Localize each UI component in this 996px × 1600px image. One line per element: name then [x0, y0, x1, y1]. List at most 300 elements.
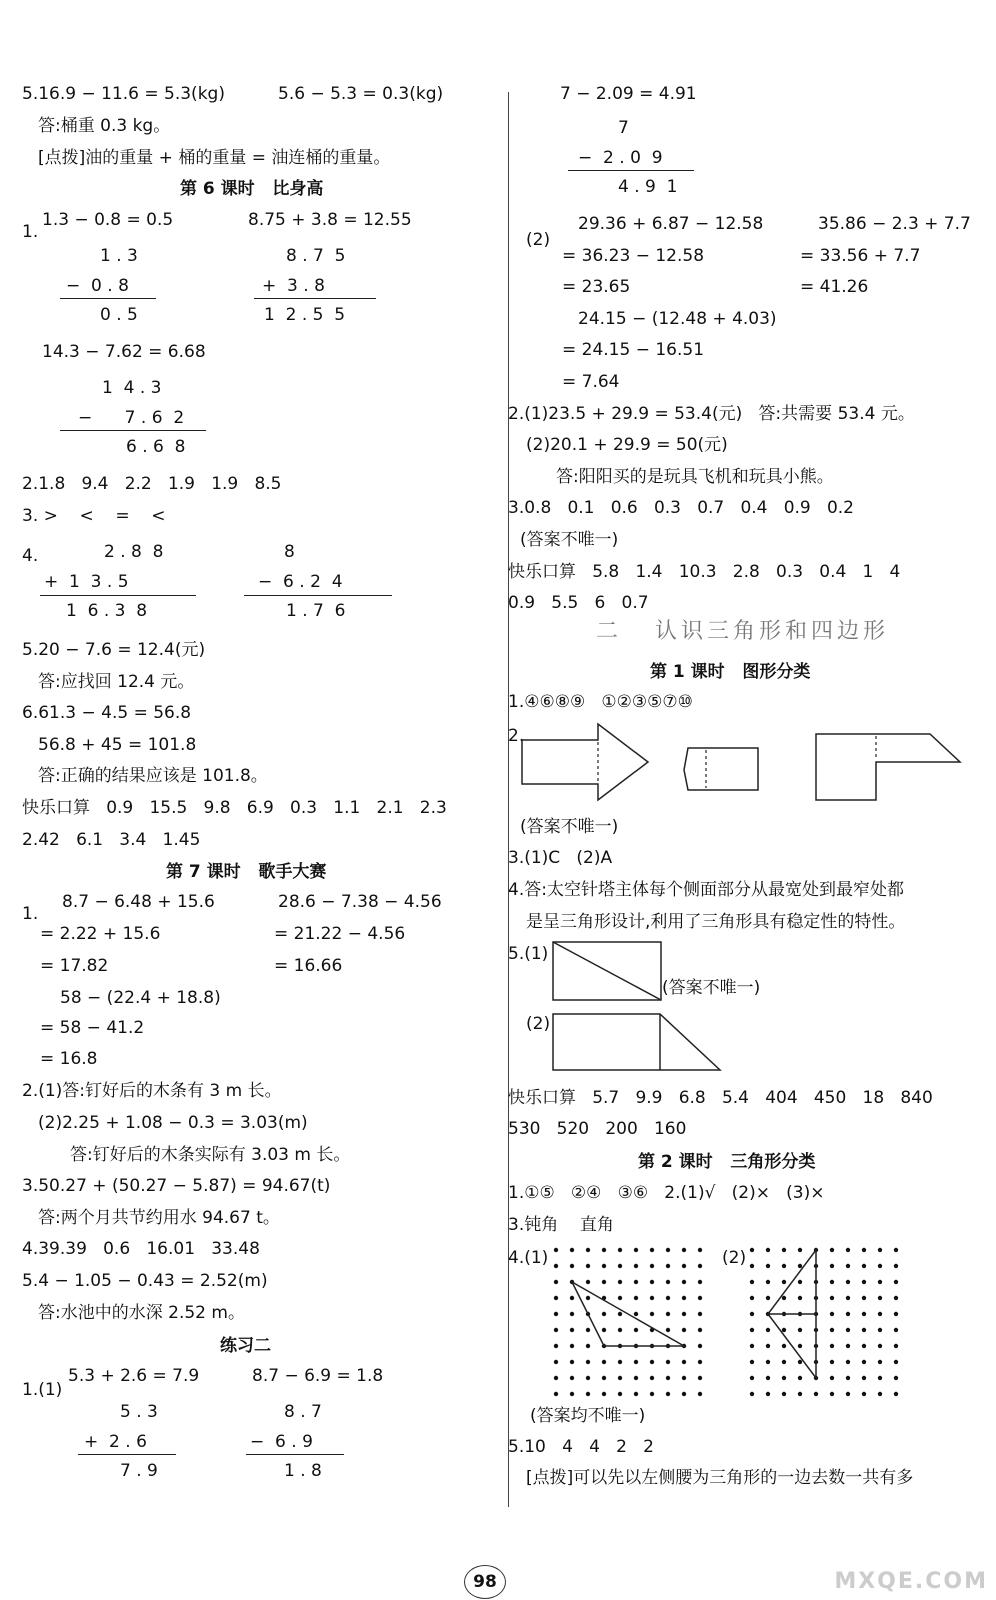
grid-dot: [798, 1248, 802, 1252]
grid-dot: [650, 1264, 654, 1268]
question-number: 5.(1): [508, 944, 549, 964]
tag-shape: [684, 748, 758, 790]
grid-dot: [698, 1344, 702, 1348]
grid-dot: [634, 1280, 638, 1284]
vertical-calc: 8 . 7: [284, 1402, 322, 1422]
equation: = 36.23 − 12.58: [562, 246, 705, 266]
grid-dot: [586, 1296, 590, 1300]
grid-dot: [666, 1264, 670, 1268]
grid-dot: [798, 1392, 802, 1396]
grid-dot: [894, 1344, 898, 1348]
vertical-calc: + 1 3 . 5: [44, 572, 129, 592]
text-line: 1.④⑥⑧⑨ ①②③⑤⑦⑩: [508, 692, 693, 712]
grid-dot: [830, 1248, 834, 1252]
grid-dot: [798, 1360, 802, 1364]
grid-dot: [554, 1328, 558, 1332]
vertical-calc: − 6 . 9: [250, 1432, 313, 1452]
grid-dot: [682, 1296, 686, 1300]
grid-dot: [650, 1392, 654, 1396]
text-line: 6.61.3 − 4.5 = 56.8: [22, 703, 192, 723]
text-line: (2)20.1 + 29.9 = 50(元): [526, 435, 728, 455]
grid-dot: [698, 1296, 702, 1300]
equation: 5.3 + 2.6 = 7.9: [68, 1366, 200, 1386]
page-number: 98: [464, 1565, 506, 1599]
grid-dot: [846, 1376, 850, 1380]
grid-dot: [554, 1392, 558, 1396]
grid-dot: [586, 1264, 590, 1268]
question-number: (2): [526, 1014, 551, 1034]
grid-dot: [666, 1312, 670, 1316]
vertical-calc: − 7 . 6 2: [78, 408, 185, 428]
vertical-calc: 7 . 9: [120, 1461, 158, 1481]
grid-dot: [830, 1280, 834, 1284]
grid-dot: [846, 1312, 850, 1316]
vertical-calc: 8 . 7 5: [286, 246, 346, 266]
text-line: 5.20 − 7.6 = 12.4(元): [22, 640, 206, 660]
grid-dot: [650, 1360, 654, 1364]
text-line: 1.①⑤ ②④ ③⑥ 2.(1)√ (2)× (3)×: [508, 1183, 825, 1203]
grid-dot: [750, 1360, 754, 1364]
grid-dot: [602, 1360, 606, 1364]
grid-dot: [782, 1296, 786, 1300]
grid-dot: [830, 1344, 834, 1348]
vertical-calc: 6 . 6 8: [126, 437, 186, 457]
grid-dot: [894, 1280, 898, 1284]
grid-dot: [766, 1248, 770, 1252]
note-text: (答案不唯一): [662, 978, 761, 998]
question-number: (2): [722, 1248, 747, 1268]
grid-dot: [618, 1328, 622, 1332]
grid-dot: [750, 1312, 754, 1316]
grid-dot: [586, 1248, 590, 1252]
text-line: 3.钝角 直角: [508, 1215, 614, 1235]
vertical-calc: 5 . 3: [120, 1402, 158, 1422]
grid-dot: [846, 1392, 850, 1396]
grid-dot: [586, 1392, 590, 1396]
grid-dot: [894, 1360, 898, 1364]
grid-dot: [682, 1376, 686, 1380]
question-number: 4.(1): [508, 1248, 549, 1268]
grid-dot: [666, 1392, 670, 1396]
grid-dot: [894, 1392, 898, 1396]
section-heading: 第 6 课时 比身高: [180, 179, 324, 199]
grid-dot: [554, 1280, 558, 1284]
grid-dot: [862, 1360, 866, 1364]
grid-dot: [846, 1296, 850, 1300]
grid-dot: [846, 1280, 850, 1284]
vertical-calc: 4 . 9 1: [618, 177, 678, 197]
column-divider: [508, 92, 509, 1507]
grid-dot: [862, 1328, 866, 1332]
text-line: 2.1.8 9.4 2.2 1.9 1.9 8.5: [22, 474, 282, 494]
text-line: 答:两个月共节约用水 94.67 t。: [38, 1208, 280, 1228]
vertical-calc: 8: [284, 542, 295, 562]
grid-dot: [634, 1296, 638, 1300]
equation: = 23.65: [562, 277, 631, 297]
question-number: (2): [526, 230, 551, 250]
equation: = 24.15 − 16.51: [562, 340, 705, 360]
text-line: [点拨]油的重量 + 桶的重量 = 油连桶的重量。: [38, 148, 391, 168]
grid-dot: [830, 1328, 834, 1332]
grid-dot: [618, 1264, 622, 1268]
dot-grid-2: [746, 1244, 916, 1404]
equation: 7 − 2.09 = 4.91: [560, 84, 697, 104]
l-shape: [816, 734, 960, 800]
grid-dot: [814, 1392, 818, 1396]
grid-dot: [750, 1264, 754, 1268]
text-line: 0.9 5.5 6 0.7: [508, 593, 649, 613]
text-line: 5.10 4 4 2 2: [508, 1437, 654, 1457]
grid-dot: [634, 1376, 638, 1380]
vertical-calc: − 0 . 8: [66, 276, 129, 296]
grid-dot: [750, 1328, 754, 1332]
text-line: 5.16.9 − 11.6 = 5.3(kg): [22, 84, 225, 104]
text-line: 答:应找回 12.4 元。: [38, 672, 195, 692]
rectangle-triangle-figure: [552, 1012, 722, 1072]
vertical-calc: 1 . 8: [284, 1461, 322, 1481]
grid-dot: [846, 1344, 850, 1348]
equation: 8.75 + 3.8 = 12.55: [248, 210, 412, 230]
grid-dot: [618, 1376, 622, 1380]
text-line: 答:阳阳买的是玩具飞机和玩具小熊。: [556, 467, 834, 487]
question-number: 1.: [22, 904, 39, 924]
vertical-calc: 1 . 7 6: [286, 601, 346, 621]
grid-dot: [650, 1312, 654, 1316]
rule-line: [40, 595, 196, 596]
equation: = 2.22 + 15.6: [40, 924, 161, 944]
text-line: 2.(1)23.5 + 29.9 = 53.4(元) 答:共需要 53.4 元。: [508, 404, 915, 424]
vertical-calc: − 2 . 0 9: [578, 148, 663, 168]
grid-dot: [650, 1296, 654, 1300]
section-heading: 第 2 课时 三角形分类: [638, 1152, 816, 1172]
grid-dot: [618, 1248, 622, 1252]
grid-dot: [750, 1296, 754, 1300]
rule-line: [254, 298, 376, 299]
grid-dot: [618, 1392, 622, 1396]
question-number: 1.(1): [22, 1380, 63, 1400]
grid-dot: [830, 1312, 834, 1316]
vertical-calc: 2 . 8 8: [104, 542, 164, 562]
text-line: 是呈三角形设计,利用了三角形具有稳定性的特性。: [526, 912, 906, 932]
grid-dot: [682, 1264, 686, 1268]
text-line: 3.50.27 + (50.27 − 5.87) = 94.67(t): [22, 1176, 331, 1196]
grid-dot: [878, 1264, 882, 1268]
rule-line: [568, 170, 694, 171]
grid-dot: [666, 1248, 670, 1252]
equation: = 58 − 41.2: [40, 1018, 145, 1038]
grid-dot: [698, 1392, 702, 1396]
grid-dot: [830, 1264, 834, 1268]
grid-dot: [862, 1376, 866, 1380]
grid-dot: [570, 1328, 574, 1332]
grid-dot: [666, 1360, 670, 1364]
grid-dot: [698, 1312, 702, 1316]
grid-dot: [798, 1344, 802, 1348]
grid-dot: [570, 1376, 574, 1380]
grid-dot: [602, 1312, 606, 1316]
grid-dot: [798, 1280, 802, 1284]
composite-shape: [553, 1014, 720, 1070]
text-line: 530 520 200 160: [508, 1119, 687, 1139]
grid-dot: [830, 1392, 834, 1396]
grid-dot: [846, 1328, 850, 1332]
grid-dot: [766, 1392, 770, 1396]
equation: 29.36 + 6.87 − 12.58: [578, 214, 764, 234]
grid-dot: [586, 1344, 590, 1348]
vertical-calc: 1 4 . 3: [102, 378, 162, 398]
grid-dot: [586, 1360, 590, 1364]
grid-dot: [634, 1312, 638, 1316]
diagonal-line: [553, 942, 661, 1000]
grid-dot: [618, 1280, 622, 1284]
dot-grid-1: [550, 1244, 720, 1404]
grid-dot: [586, 1328, 590, 1332]
grid-dot: [602, 1328, 606, 1332]
grid-dot: [878, 1360, 882, 1364]
grid-dot: [618, 1296, 622, 1300]
grid-dot: [894, 1296, 898, 1300]
vertical-calc: + 3 . 8: [262, 276, 325, 296]
equation: 8.7 − 6.9 = 1.8: [252, 1366, 384, 1386]
equation: 8.7 − 6.48 + 15.6: [62, 892, 215, 912]
grid-dot: [782, 1344, 786, 1348]
grid-dot: [862, 1264, 866, 1268]
grid-dot: [602, 1376, 606, 1380]
grid-dot: [862, 1392, 866, 1396]
grid-dot: [894, 1328, 898, 1332]
grid-dot: [698, 1280, 702, 1284]
text-line: 3.0.8 0.1 0.6 0.3 0.7 0.4 0.9 0.2: [508, 498, 854, 518]
grid-dot: [846, 1264, 850, 1268]
text-line: (答案不唯一): [520, 817, 619, 837]
grid-dot: [602, 1280, 606, 1284]
grid-dot: [634, 1392, 638, 1396]
rectangle-diagonal-figure: [552, 940, 664, 1002]
grid-dot: [878, 1248, 882, 1252]
grid-dot: [782, 1328, 786, 1332]
grid-dot: [766, 1376, 770, 1380]
grid-dot: [878, 1280, 882, 1284]
text-line: (答案不唯一): [520, 530, 619, 550]
text-line: (2)2.25 + 1.08 − 0.3 = 3.03(m): [38, 1113, 308, 1133]
grid-dot: [634, 1264, 638, 1268]
text-line: 2.(1)答:钉好后的木条有 3 m 长。: [22, 1081, 282, 1101]
equation: 1.3 − 0.8 = 0.5: [42, 210, 174, 230]
equation: = 16.66: [274, 956, 343, 976]
text-line: 4.答:太空针塔主体每个侧面部分从最宽处到最窄处都: [508, 880, 904, 900]
grid-dot: [862, 1248, 866, 1252]
grid-dot: [862, 1312, 866, 1316]
grid-dot: [554, 1344, 558, 1348]
section-heading: 练习二: [220, 1336, 271, 1356]
grid-dot: [862, 1296, 866, 1300]
grid-dot: [634, 1360, 638, 1364]
equation: = 33.56 + 7.7: [800, 246, 921, 266]
grid-dot: [782, 1392, 786, 1396]
equation: 14.3 − 7.62 = 6.68: [42, 342, 206, 362]
grid-dot: [666, 1296, 670, 1300]
grid-dot: [666, 1280, 670, 1284]
grid-dot: [634, 1328, 638, 1332]
grid-dot: [830, 1296, 834, 1300]
grid-dot: [766, 1360, 770, 1364]
grid-dot: [894, 1248, 898, 1252]
text-line: 5.6 − 5.3 = 0.3(kg): [278, 84, 444, 104]
section-heading: 第 7 课时 歌手大赛: [166, 862, 327, 882]
grid-dot: [878, 1312, 882, 1316]
equation: 58 − (22.4 + 18.8): [60, 988, 221, 1008]
watermark: MXQE.COM: [834, 1569, 988, 1594]
rule-line: [60, 298, 156, 299]
grid-dot: [698, 1360, 702, 1364]
grid-dot: [782, 1376, 786, 1380]
grid-dot: [570, 1312, 574, 1316]
text-line: 快乐口算 0.9 15.5 9.8 6.9 0.3 1.1 2.1 2.3: [22, 798, 447, 818]
equation: 28.6 − 7.38 − 4.56: [278, 892, 442, 912]
grid-dot: [894, 1376, 898, 1380]
text-line: [点拨]可以先以左侧腰为三角形的一边去数一共有多: [526, 1468, 914, 1488]
grid-dot: [798, 1328, 802, 1332]
vertical-calc: 7: [618, 118, 629, 138]
text-line: 56.8 + 45 = 101.8: [38, 735, 197, 755]
grid-dot: [666, 1328, 670, 1332]
vertical-calc: 1 6 . 3 8: [66, 601, 148, 621]
text-line: 答:桶重 0.3 kg。: [38, 116, 171, 136]
grid-dot: [798, 1264, 802, 1268]
text-line: 5.4 − 1.05 − 0.43 = 2.52(m): [22, 1271, 268, 1291]
question-number: 2.: [508, 726, 525, 746]
grid-dot: [554, 1248, 558, 1252]
grid-dot: [682, 1392, 686, 1396]
section-heading: 第 1 课时 图形分类: [650, 662, 811, 682]
grid-dot: [750, 1280, 754, 1284]
grid-dot: [554, 1264, 558, 1268]
grid-dot: [650, 1280, 654, 1284]
grid-dot: [650, 1376, 654, 1380]
grid-dot: [682, 1328, 686, 1332]
grid-dot: [766, 1344, 770, 1348]
grid-dot: [766, 1264, 770, 1268]
grid-dot: [682, 1280, 686, 1284]
text-line: 快乐口算 5.8 1.4 10.3 2.8 0.3 0.4 1 4: [508, 562, 901, 582]
grid-dot: [570, 1248, 574, 1252]
rule-line: [244, 595, 392, 596]
grid-dot: [586, 1376, 590, 1380]
grid-dot: [698, 1376, 702, 1380]
grid-dot: [830, 1376, 834, 1380]
text-line: 答:水池中的水深 2.52 m。: [38, 1303, 245, 1323]
grid-dot: [650, 1248, 654, 1252]
grid-dot: [782, 1360, 786, 1364]
grid-dot: [766, 1296, 770, 1300]
grid-dot: [830, 1360, 834, 1364]
equation: = 16.8: [40, 1049, 98, 1069]
vertical-calc: 1 2 . 5 5: [264, 305, 346, 325]
rule-line: [60, 430, 206, 431]
vertical-calc: + 2 . 6: [84, 1432, 147, 1452]
grid-dot: [554, 1312, 558, 1316]
equation: = 7.64: [562, 372, 620, 392]
grid-dot: [894, 1312, 898, 1316]
grid-dot: [666, 1376, 670, 1380]
vertical-calc: 1 . 3: [100, 246, 138, 266]
chapter-heading: 二 认识三角形和四边形: [596, 619, 889, 644]
grid-dot: [878, 1328, 882, 1332]
grid-dot: [798, 1376, 802, 1380]
grid-dot: [618, 1312, 622, 1316]
text-line: 2.42 6.1 3.4 1.45: [22, 830, 201, 850]
grid-dot: [846, 1360, 850, 1364]
text-line: 4.39.39 0.6 16.01 33.48: [22, 1239, 260, 1259]
grid-dot: [750, 1376, 754, 1380]
grid-dot: [682, 1312, 686, 1316]
grid-dot: [782, 1280, 786, 1284]
text-line: 3. > < = <: [22, 506, 166, 526]
equation: = 17.82: [40, 956, 109, 976]
grid-dot: [846, 1248, 850, 1252]
text-line: 3.(1)C (2)A: [508, 848, 613, 868]
vertical-calc: 0 . 5: [100, 305, 138, 325]
grid-dot: [878, 1296, 882, 1300]
grid-dot: [682, 1360, 686, 1364]
grid-dot: [682, 1248, 686, 1252]
grid-dot: [698, 1248, 702, 1252]
text-line: (答案均不唯一): [530, 1406, 646, 1426]
grid-dot: [878, 1392, 882, 1396]
grid-dot: [750, 1344, 754, 1348]
grid-dot: [554, 1360, 558, 1364]
grid-dot: [782, 1248, 786, 1252]
grid-dot: [570, 1296, 574, 1300]
arrow-shape: [522, 724, 648, 800]
grid-dot: [554, 1296, 558, 1300]
grid-dot: [618, 1360, 622, 1364]
shape-figures: [520, 722, 960, 804]
grid-dot: [766, 1328, 770, 1332]
grid-dot: [894, 1264, 898, 1268]
equation: = 21.22 − 4.56: [274, 924, 406, 944]
equation: 35.86 − 2.3 + 7.7: [818, 214, 971, 234]
text-line: 答:正确的结果应该是 101.8。: [38, 766, 268, 786]
rule-line: [246, 1454, 344, 1455]
equation: 24.15 − (12.48 + 4.03): [578, 309, 777, 329]
grid-dot: [602, 1264, 606, 1268]
grid-dot: [586, 1280, 590, 1284]
grid-dot: [698, 1328, 702, 1332]
grid-dot: [570, 1344, 574, 1348]
question-number: 4.: [22, 546, 39, 566]
text-line: 答:钉好后的木条实际有 3.03 m 长。: [70, 1145, 351, 1165]
grid-dot: [570, 1264, 574, 1268]
grid-dot: [782, 1264, 786, 1268]
grid-dot: [750, 1392, 754, 1396]
grid-dot: [798, 1296, 802, 1300]
grid-dot: [766, 1280, 770, 1284]
grid-dot: [698, 1264, 702, 1268]
grid-dot: [570, 1392, 574, 1396]
grid-dot: [862, 1344, 866, 1348]
grid-dot: [602, 1248, 606, 1252]
grid-dot: [602, 1392, 606, 1396]
rule-line: [78, 1454, 176, 1455]
equation: = 41.26: [800, 277, 869, 297]
grid-dot: [570, 1360, 574, 1364]
grid-dot: [634, 1248, 638, 1252]
grid-dot: [862, 1280, 866, 1284]
question-number: 1.: [22, 222, 39, 242]
grid-dot: [554, 1376, 558, 1380]
text-line: 快乐口算 5.7 9.9 6.8 5.4 404 450 18 840: [508, 1088, 933, 1108]
